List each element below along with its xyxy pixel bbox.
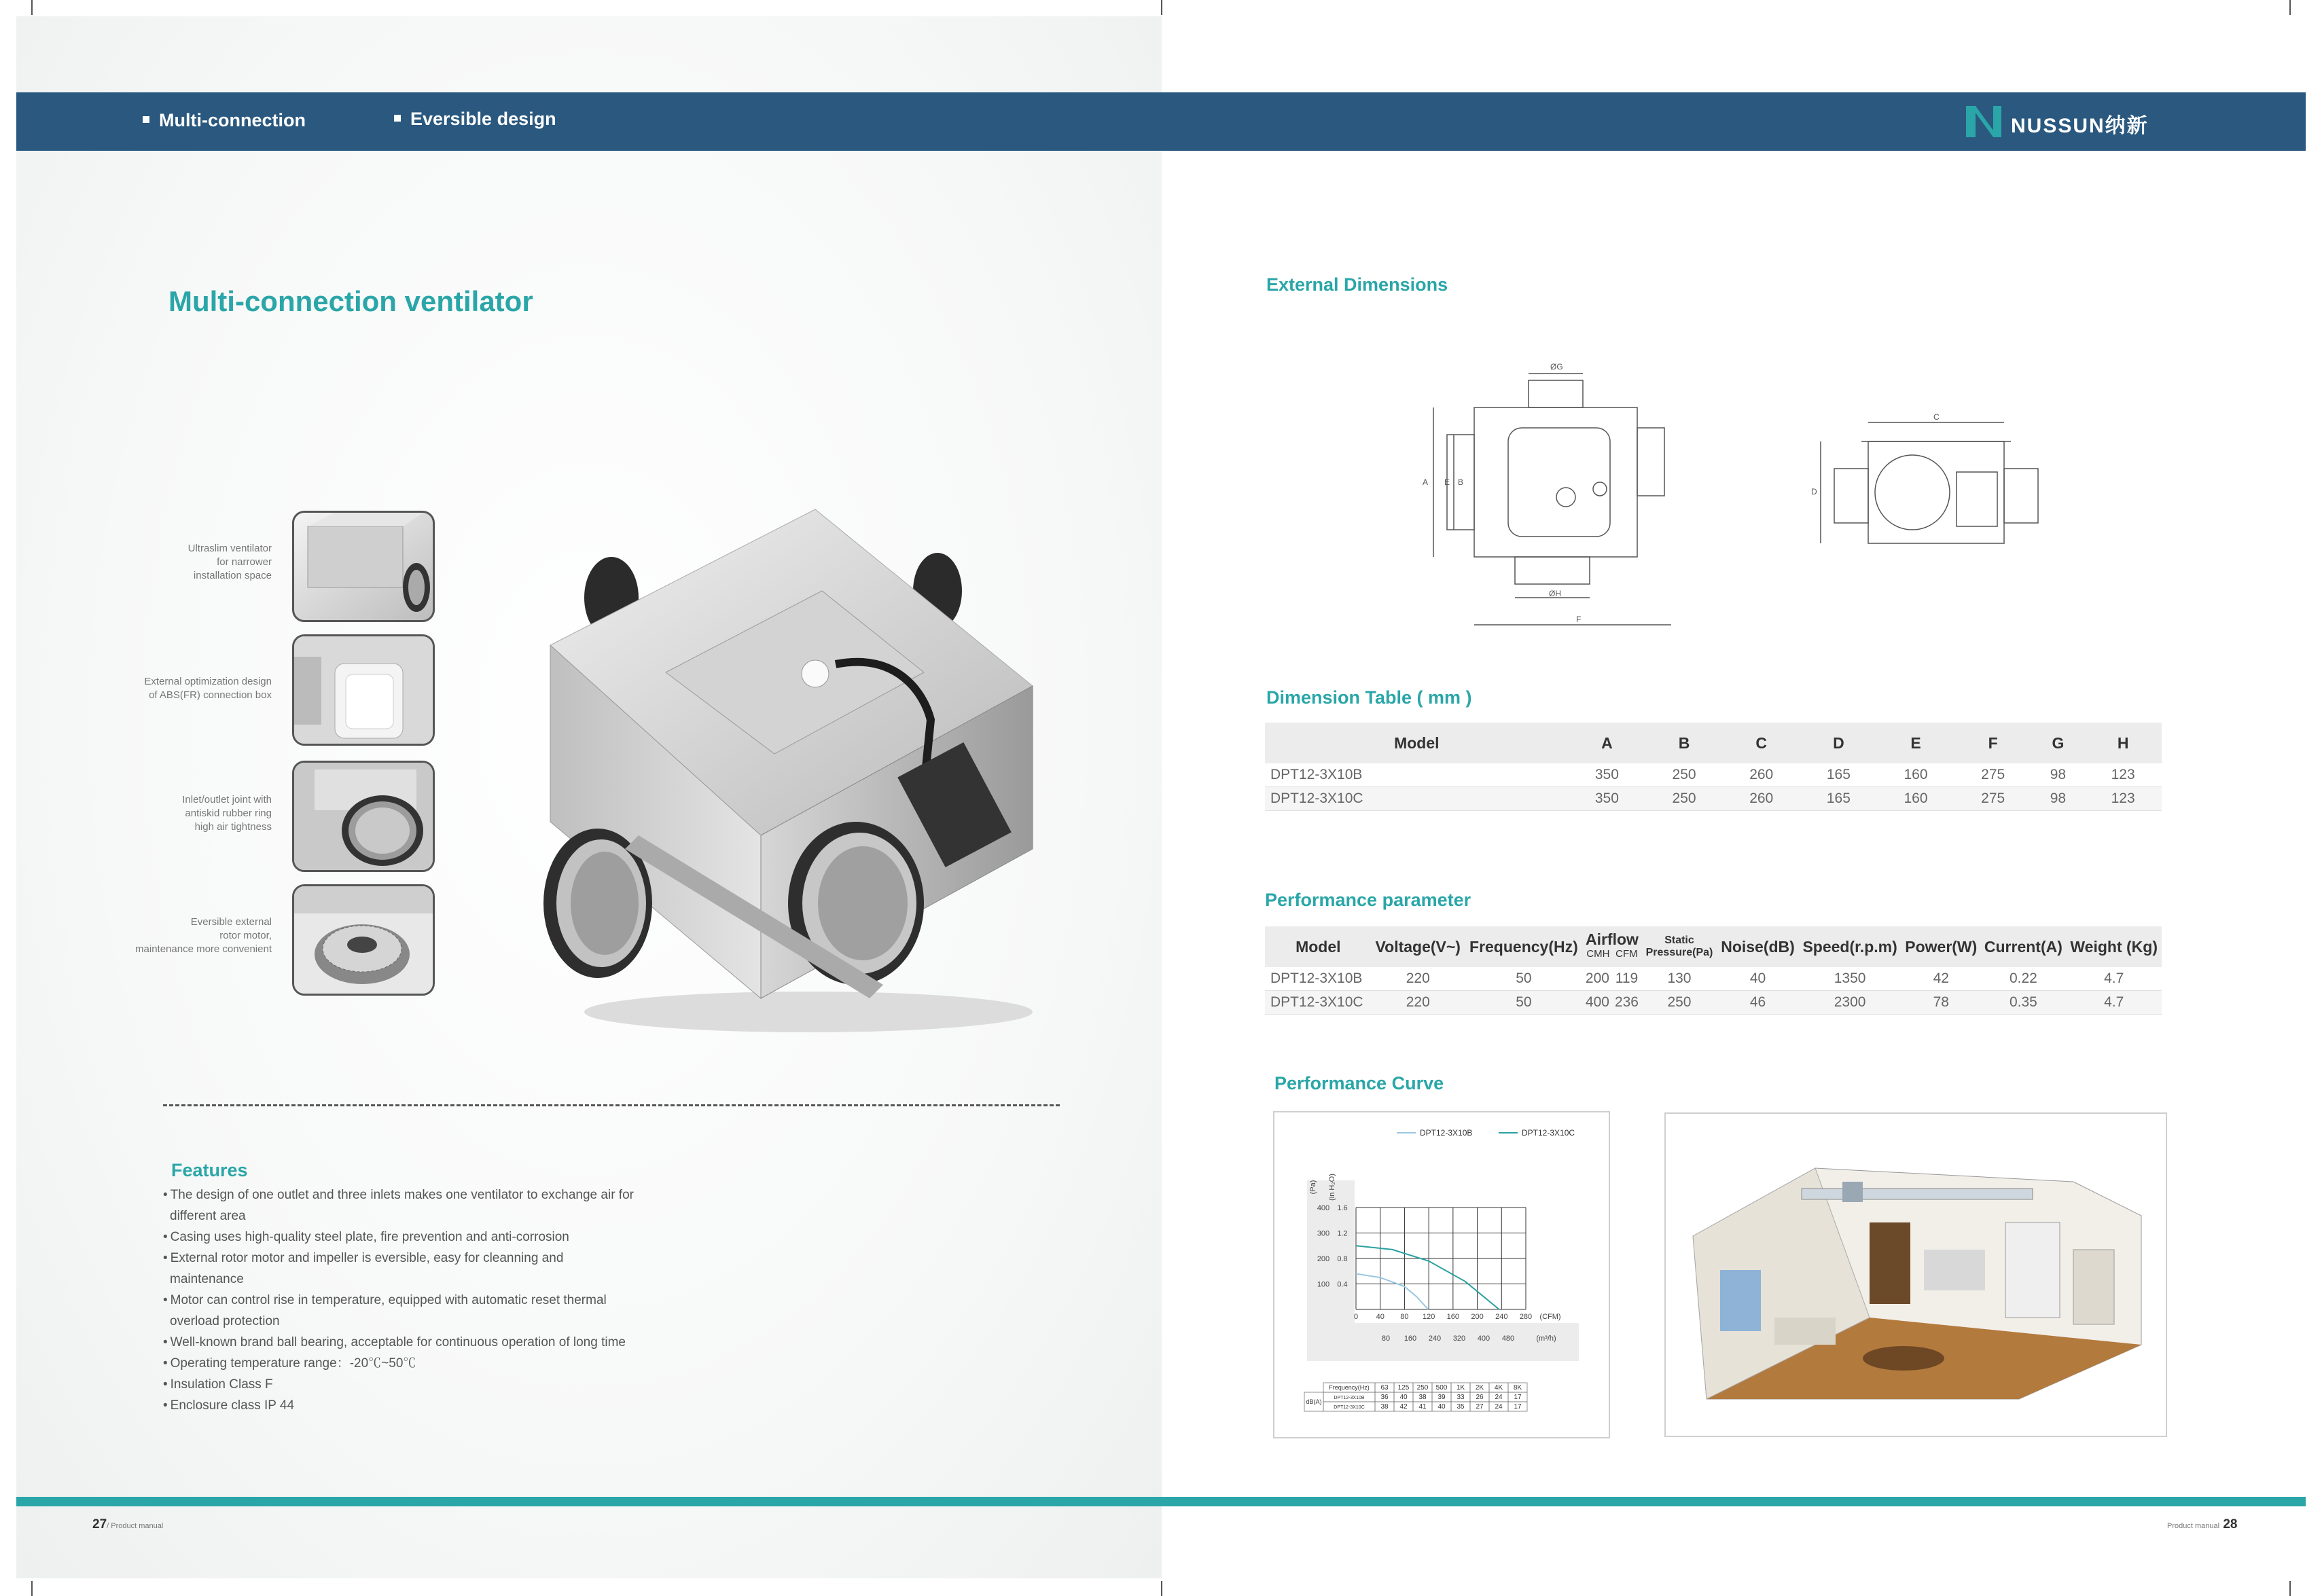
noise-table-value: DPT12-3X10B — [1334, 1396, 1365, 1400]
table-cell: 260 — [1723, 763, 1800, 787]
noise-table-value: 38 — [1418, 1394, 1427, 1401]
chart-x2-tick-label: 320 — [1452, 1335, 1466, 1343]
noise-table-value: 40 — [1399, 1394, 1408, 1401]
page-title: Multi-connection ventilator — [168, 285, 533, 317]
side-view-drawing-icon — [1800, 407, 2072, 557]
table-cell: 98 — [2032, 763, 2085, 787]
installation-illustration — [1664, 1112, 2167, 1437]
noise-table-header: 2K — [1475, 1384, 1484, 1392]
table-cell: 98 — [2032, 787, 2085, 811]
chart-y-tick-label: 200 — [1317, 1255, 1330, 1263]
features-list — [163, 1184, 639, 1416]
table-cell: 236 — [1612, 991, 1641, 1015]
dimension-drawing-side — [1800, 407, 2072, 557]
thumb-motor — [292, 884, 435, 996]
section-divider — [163, 1104, 1060, 1106]
table-cell: 42 — [1901, 967, 1980, 991]
dimension-table — [1265, 723, 2162, 811]
table-cell: 78 — [1901, 991, 1980, 1015]
table-cell: 275 — [1954, 763, 2032, 787]
ultraslim-image-icon — [294, 513, 433, 620]
dim-label-g: ØG — [1550, 362, 1563, 371]
table-cell: 1350 — [1798, 967, 1901, 991]
performance-parameter-title: Performance parameter — [1265, 890, 1471, 910]
callout-ultraslim: Ultraslim ventilator for narrower installation space — [187, 543, 272, 581]
noise-table-value: 24 — [1495, 1394, 1503, 1401]
table-row — [1265, 763, 2162, 787]
chart-x2-label: (m³/h) — [1536, 1335, 1556, 1343]
table-header-cell: C — [1723, 723, 1800, 763]
thumb-connection-box — [292, 634, 435, 746]
table-cell: 220 — [1372, 967, 1465, 991]
noise-table-value: 40 — [1437, 1403, 1446, 1411]
thumb-joint — [292, 761, 435, 872]
header-item-multi-connection: Multi-connection — [143, 110, 306, 131]
table-cell: 119 — [1612, 967, 1641, 991]
table-cell: DPT12-3X10B — [1265, 763, 1569, 787]
table-row — [1265, 787, 2162, 811]
table-header-cell: Model — [1265, 926, 1372, 967]
table-header-row — [1265, 723, 2162, 763]
chart-x-tick-label: 200 — [1471, 1313, 1484, 1321]
table-cell: 160 — [1877, 763, 1954, 787]
table-row — [1265, 991, 2162, 1015]
dim-label-h: ØH — [1549, 589, 1561, 598]
table-header-cell: Weight (Kg) — [2066, 926, 2162, 967]
noise-table-value: 26 — [1476, 1394, 1484, 1401]
top-view-drawing-icon — [1406, 340, 1719, 638]
chart-y2-label: (in H₂O) — [1328, 1174, 1336, 1201]
noise-table-value: 17 — [1514, 1394, 1522, 1401]
feature-item: • Motor can control rise in temperature, equipped with automatic reset thermal overload protection — [163, 1290, 639, 1332]
table-cell: 0.22 — [1980, 967, 2066, 991]
table-cell: 4.7 — [2066, 991, 2162, 1015]
table-cell: 165 — [1800, 787, 1878, 811]
table-cell: 123 — [2084, 787, 2162, 811]
table-header-cell: G — [2032, 723, 2085, 763]
footer-bar — [16, 1497, 2306, 1506]
noise-table-header: 63 — [1380, 1384, 1389, 1392]
table-header-cell: Static Pressure(Pa) — [1641, 926, 1717, 967]
table-row — [1265, 967, 2162, 991]
chart-series-line — [1356, 1274, 1428, 1310]
table-cell: 200 — [1583, 967, 1612, 991]
page-number-right: Product manual 28 — [2167, 1517, 2238, 1531]
noise-table-header: 125 — [1397, 1384, 1410, 1392]
table-header-cell: E — [1877, 723, 1954, 763]
feature-item: • The design of one outlet and three inlets makes one ventilator to exchange air for different area — [163, 1184, 639, 1227]
chart-y-band — [1307, 1180, 1355, 1323]
chart-x-label: (CFM) — [1539, 1313, 1561, 1321]
table-header-cell: Power(W) — [1901, 926, 1980, 967]
trim-mark — [2289, 0, 2291, 15]
table-header-cell: Model — [1265, 723, 1569, 763]
chart-y-tick-label: 400 — [1317, 1204, 1330, 1212]
table-cell: DPT12-3X10C — [1265, 787, 1569, 811]
chart-x-tick-label: 120 — [1422, 1313, 1435, 1321]
dimension-table-title: Dimension Table ( mm ) — [1266, 687, 1472, 708]
table-header-cell: B — [1645, 723, 1723, 763]
table-header-cell: Current(A) — [1980, 926, 2066, 967]
dimension-drawing-top — [1406, 340, 1719, 638]
airflow-label: Airflow — [1585, 930, 1639, 948]
chart-x2-tick-label: 400 — [1477, 1335, 1490, 1343]
table-header-cell-airflow — [1583, 926, 1641, 967]
noise-table-header: 1K — [1456, 1384, 1465, 1392]
external-dimensions-title: External Dimensions — [1266, 274, 1448, 295]
nussun-logo-icon — [1963, 103, 2004, 140]
table-header-cell: A — [1569, 723, 1646, 763]
chart-x-tick-label: 240 — [1495, 1313, 1508, 1321]
chart-x-tick-label: 80 — [1400, 1313, 1409, 1321]
house-cutaway-icon — [1666, 1114, 2166, 1436]
dim-label-d: D — [1811, 487, 1817, 496]
table-cell: 275 — [1954, 787, 2032, 811]
table-cell: 50 — [1465, 967, 1583, 991]
chart-x-tick-label: 40 — [1376, 1313, 1385, 1321]
joint-image-icon — [294, 763, 433, 870]
trim-mark — [1161, 1581, 1162, 1596]
airflow-unit-cmh: CMH — [1586, 948, 1610, 960]
callout-external-design: External optimization design of ABS(FR) connection box — [144, 676, 272, 701]
table-header-cell: Speed(r.p.m) — [1798, 926, 1901, 967]
airflow-units — [1584, 947, 1641, 962]
table-cell: 2300 — [1798, 991, 1901, 1015]
noise-table-value: 17 — [1514, 1403, 1522, 1411]
table-header-cell: D — [1800, 723, 1878, 763]
table-header-cell: Frequency(Hz) — [1465, 926, 1583, 967]
noise-table-row-label: dB(A) — [1306, 1398, 1322, 1405]
noise-table-value: 42 — [1399, 1403, 1408, 1411]
chart-x2-tick-label: 80 — [1381, 1335, 1391, 1343]
feature-item: • Well-known brand ball bearing, acceptable for continuous operation of long time — [163, 1332, 639, 1353]
dim-label-a: A — [1423, 477, 1429, 487]
header-item-eversible-design: Eversible design — [394, 109, 556, 130]
noise-table-value: 38 — [1380, 1403, 1389, 1411]
header-band — [16, 92, 2306, 151]
noise-table-value: DPT12-3X10C — [1334, 1405, 1365, 1410]
chart-x2-tick-label: 480 — [1501, 1335, 1515, 1343]
performance-curve-title: Performance Curve — [1274, 1073, 1444, 1093]
performance-table — [1265, 926, 2162, 1015]
performance-curve-panel — [1273, 1111, 1610, 1438]
table-header-cell: H — [2084, 723, 2162, 763]
table-cell: 250 — [1645, 763, 1723, 787]
noise-table-header: Frequency(Hz) — [1329, 1384, 1370, 1391]
brand-logo — [1963, 103, 2167, 140]
table-header-cell: F — [1954, 723, 2032, 763]
table-header-row — [1265, 926, 2162, 967]
chart-y-tick-label: 100 — [1317, 1280, 1330, 1289]
table-cell: 400 — [1583, 991, 1612, 1015]
features-title: Features — [171, 1160, 248, 1180]
table-cell: 350 — [1569, 763, 1646, 787]
chart-y2-tick-label: 0.4 — [1337, 1280, 1348, 1289]
noise-table-value: 35 — [1457, 1403, 1465, 1411]
chart-y-label: (Pa) — [1309, 1180, 1317, 1195]
table-cell: 250 — [1641, 991, 1717, 1015]
table-cell: DPT12-3X10C — [1265, 991, 1372, 1015]
table-cell: 50 — [1465, 991, 1583, 1015]
noise-table-value: 41 — [1418, 1403, 1427, 1411]
chart-x2-tick-label: 160 — [1404, 1335, 1417, 1343]
table-cell: DPT12-3X10B — [1265, 967, 1372, 991]
chart-legend-label: DPT12-3X10B — [1420, 1128, 1473, 1138]
brand-name: NUSSUN纳新 — [2011, 115, 2149, 137]
trim-mark — [1161, 0, 1162, 15]
dim-label-f: F — [1576, 615, 1582, 624]
callout-motor: Eversible external rotor motor, maintenance more convenient — [135, 916, 272, 955]
noise-table-header: 500 — [1435, 1384, 1448, 1392]
trim-mark — [2289, 1581, 2291, 1596]
table-cell: 260 — [1723, 787, 1800, 811]
table-cell: 160 — [1877, 787, 1954, 811]
dim-label-b: B — [1458, 477, 1464, 487]
noise-table-header: 8K — [1513, 1384, 1522, 1392]
ventilator-product-icon — [516, 496, 1073, 1053]
chart-y-tick-label: 300 — [1317, 1229, 1330, 1238]
table-cell: 130 — [1641, 967, 1717, 991]
noise-table-value: 24 — [1495, 1403, 1503, 1411]
feature-item: • External rotor motor and impeller is eversible, easy for cleanning and maintenance — [163, 1248, 639, 1290]
chart-y2-tick-label: 1.2 — [1337, 1229, 1348, 1238]
table-cell: 220 — [1372, 991, 1465, 1015]
table-cell: 350 — [1569, 787, 1646, 811]
airflow-unit-cfm: CFM — [1615, 948, 1638, 960]
table-cell: 46 — [1717, 991, 1798, 1015]
noise-table-value: 36 — [1380, 1394, 1389, 1401]
feature-item: • Operating temperature range：-20℃~50℃ — [163, 1353, 639, 1374]
table-cell: 0.35 — [1980, 991, 2066, 1015]
product-image — [516, 496, 1073, 1053]
noise-table-header: 250 — [1416, 1384, 1429, 1392]
chart-y2-tick-label: 1.6 — [1337, 1204, 1348, 1212]
trim-mark — [31, 0, 33, 15]
dim-label-e: E — [1444, 477, 1450, 487]
table-header-cell: Noise(dB) — [1717, 926, 1798, 967]
trim-mark — [31, 1581, 33, 1596]
feature-item: • Enclosure class IP 44 — [163, 1395, 639, 1416]
callout-joint: Inlet/outlet joint with antiskid rubber ring high air tightness — [182, 794, 272, 833]
dim-label-c: C — [1933, 412, 1940, 422]
table-cell: 165 — [1800, 763, 1878, 787]
noise-table-header: 4K — [1494, 1384, 1503, 1392]
chart-legend-label: DPT12-3X10C — [1522, 1128, 1575, 1138]
noise-table-value: 27 — [1476, 1403, 1484, 1411]
chart-x2-tick-label: 240 — [1428, 1335, 1442, 1343]
feature-item: • Insulation Class F — [163, 1374, 639, 1395]
chart-x-tick-label: 0 — [1353, 1313, 1359, 1321]
chart-x-tick-label: 280 — [1519, 1313, 1533, 1321]
performance-curve-chart — [1274, 1112, 1609, 1437]
chart-y2-tick-label: 0.8 — [1337, 1255, 1348, 1263]
feature-item: • Casing uses high-quality steel plate, fire prevention and anti-corrosion — [163, 1227, 639, 1248]
chart-x-tick-label: 160 — [1446, 1313, 1460, 1321]
motor-image-icon — [294, 886, 433, 994]
table-cell: 4.7 — [2066, 967, 2162, 991]
connection-box-image-icon — [294, 636, 433, 744]
table-cell: 250 — [1645, 787, 1723, 811]
noise-table-value: 39 — [1437, 1394, 1446, 1401]
noise-table-value: 33 — [1457, 1394, 1465, 1401]
table-header-cell: Voltage(V~) — [1372, 926, 1465, 967]
page-number-left: 27/ Product manual — [92, 1517, 164, 1531]
thumb-ultraslim — [292, 511, 435, 622]
table-cell: 123 — [2084, 763, 2162, 787]
table-cell: 40 — [1717, 967, 1798, 991]
